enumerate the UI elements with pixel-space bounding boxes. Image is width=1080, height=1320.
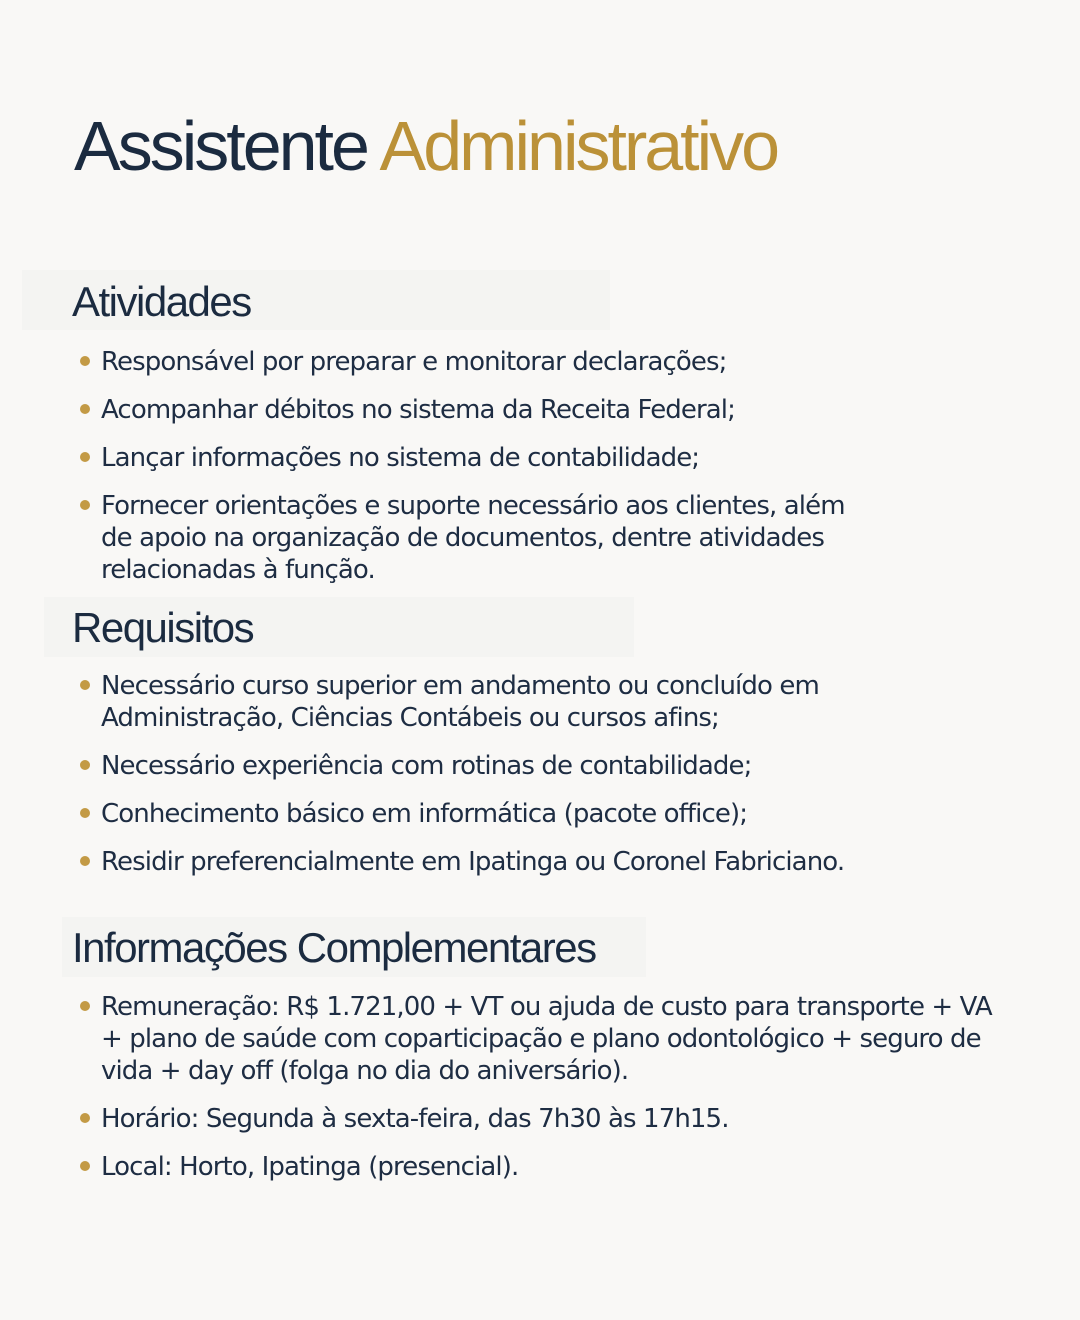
bullet-icon bbox=[80, 760, 90, 770]
bullet-icon bbox=[80, 856, 90, 866]
list-item bbox=[78, 394, 998, 426]
bullet-icon bbox=[80, 1113, 90, 1123]
list-item-text: Horário: Segunda à sexta-feira, das 7h30 às 17h15. bbox=[101, 1104, 729, 1134]
list-item-text: Local: Horto, Ipatinga (presencial). bbox=[101, 1152, 519, 1182]
list-item-text: Necessário experiência com rotinas de contabilidade; bbox=[101, 751, 752, 781]
section-title-atividades: Atividades bbox=[72, 278, 251, 325]
bullet-icon bbox=[80, 452, 90, 462]
list-item bbox=[78, 1103, 998, 1135]
page-title bbox=[74, 104, 777, 188]
section-title-requisitos: Requisitos bbox=[72, 604, 254, 651]
title-accent: Administrativo bbox=[379, 107, 778, 185]
list-item bbox=[78, 1151, 998, 1183]
title-primary: Assistente bbox=[74, 107, 367, 185]
list-item bbox=[78, 798, 998, 830]
list-item-text: Fornecer orientações e suporte necessário aos clientes, além de apoio na organização de documentos, dentre atividades relacionadas à função. bbox=[101, 491, 845, 585]
list-item bbox=[78, 442, 998, 474]
list-item-text: Acompanhar débitos no sistema da Receita Federal; bbox=[101, 395, 735, 425]
section-title-informacoes: Informações Complementares bbox=[72, 924, 596, 971]
list-item-text: Remuneração: R$ 1.721,00 + VT ou ajuda de custo para transporte + VA + plano de saúde com coparticipação e plano odontológico + seguro de vida + day off (folga no dia do aniversário). bbox=[101, 992, 992, 1086]
bullet-icon bbox=[80, 1001, 90, 1011]
list-item-text: Responsável por preparar e monitorar declarações; bbox=[101, 347, 727, 377]
additional-info-list bbox=[78, 991, 998, 1199]
requirements-list bbox=[78, 670, 998, 894]
list-item-text: Necessário curso superior em andamento ou concluído em Administração, Ciências Contábeis ou cursos afins; bbox=[101, 671, 819, 733]
list-item bbox=[78, 846, 998, 878]
list-item-text: Residir preferencialmente em Ipatinga ou Coronel Fabriciano. bbox=[101, 847, 845, 877]
list-item bbox=[78, 346, 998, 378]
bullet-icon bbox=[80, 680, 90, 690]
bullet-icon bbox=[80, 500, 90, 510]
list-item-text: Conhecimento básico em informática (pacote office); bbox=[101, 799, 748, 829]
list-item bbox=[78, 750, 998, 782]
bullet-icon bbox=[80, 808, 90, 818]
list-item bbox=[78, 670, 998, 734]
list-item-text: Lançar informações no sistema de contabilidade; bbox=[101, 443, 700, 473]
list-item bbox=[78, 991, 998, 1087]
bullet-icon bbox=[80, 356, 90, 366]
activities-list bbox=[78, 346, 998, 602]
bullet-icon bbox=[80, 404, 90, 414]
list-item bbox=[78, 490, 998, 586]
bullet-icon bbox=[80, 1161, 90, 1171]
